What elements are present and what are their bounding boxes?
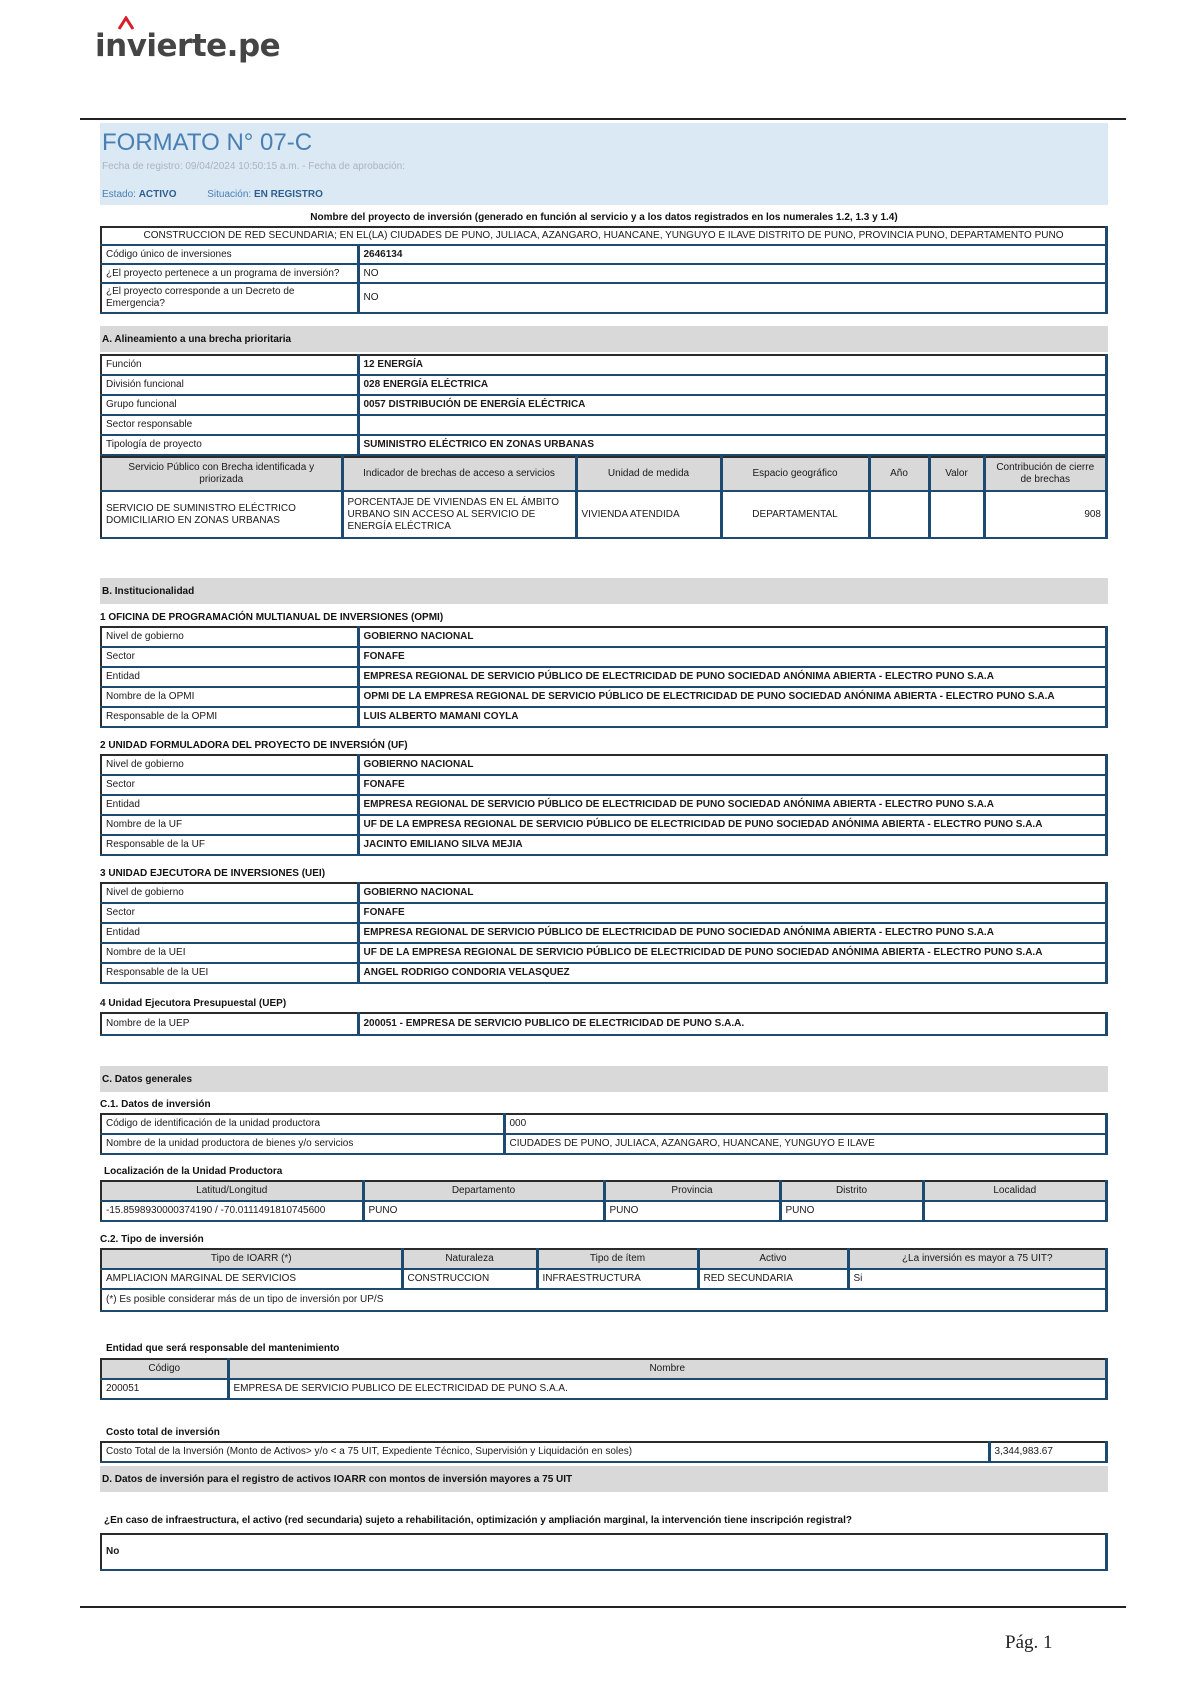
table-cell: 12 ENERGÍA bbox=[358, 355, 1107, 375]
table-cell: 028 ENERGÍA ELÉCTRICA bbox=[358, 375, 1107, 395]
table-cell: Sector responsable bbox=[101, 415, 358, 435]
uf-title: 2 UNIDAD FORMULADORA DEL PROYECTO DE INVERSIÓN (UF) bbox=[100, 740, 408, 751]
table-cell: LUIS ALBERTO MAMANI COYLA bbox=[358, 707, 1107, 727]
table-cell: PUNO bbox=[604, 1201, 780, 1221]
registral-answer-table bbox=[100, 1533, 1108, 1571]
brecha-table bbox=[100, 456, 1108, 539]
table-row bbox=[101, 1289, 1107, 1311]
table-cell: Entidad bbox=[101, 923, 358, 943]
table-cell: 2646134 bbox=[358, 245, 1107, 264]
table-cell: EMPRESA REGIONAL DE SERVICIO PÚBLICO DE ELECTRICIDAD DE PUNO SOCIEDAD ANÓNIMA ABIERTA - ELECTRO PUNO S.A.A bbox=[358, 667, 1107, 687]
table-row bbox=[101, 435, 1107, 455]
table-row bbox=[101, 923, 1107, 943]
table-row bbox=[101, 815, 1107, 835]
table-row bbox=[101, 1269, 1107, 1289]
table-row bbox=[101, 903, 1107, 923]
table-cell: Sector bbox=[101, 903, 358, 923]
table-cell: Departamento bbox=[363, 1181, 604, 1201]
table-cell: Año bbox=[869, 457, 929, 491]
uep-title: 4 Unidad Ejecutora Presupuestal (UEP) bbox=[100, 998, 287, 1009]
uep-table bbox=[100, 1012, 1108, 1036]
table-cell: ¿El proyecto pertenece a un programa de inversión? bbox=[101, 264, 358, 283]
table-row bbox=[101, 883, 1107, 903]
table-cell: Nivel de gobierno bbox=[101, 755, 358, 775]
uf-table bbox=[100, 754, 1108, 856]
table-row bbox=[101, 283, 1107, 313]
table-cell: Código de identificación de la unidad productora bbox=[101, 1114, 504, 1134]
table-cell: Distrito bbox=[780, 1181, 923, 1201]
location-title: Localización de la Unidad Productora bbox=[104, 1166, 283, 1177]
table-cell: GOBIERNO NACIONAL bbox=[358, 883, 1107, 903]
table-cell: 200051 - EMPRESA DE SERVICIO PUBLICO DE ELECTRICIDAD DE PUNO S.A.A. bbox=[358, 1013, 1107, 1035]
uei-title: 3 UNIDAD EJECUTORA DE INVERSIONES (UEI) bbox=[100, 868, 326, 879]
table-cell: CONSTRUCCION bbox=[402, 1269, 537, 1289]
table-cell: INFRAESTRUCTURA bbox=[537, 1269, 698, 1289]
section-a-band: A. Alineamiento a una brecha prioritaria bbox=[100, 326, 1108, 352]
cost-table bbox=[100, 1441, 1108, 1463]
table-row bbox=[101, 457, 1107, 491]
cost-title: Costo total de inversión bbox=[106, 1427, 220, 1438]
table-cell: ¿El proyecto corresponde a un Decreto de Emergencia? bbox=[101, 283, 358, 313]
c2-title: C.2. Tipo de inversión bbox=[100, 1234, 204, 1245]
table-cell: 200051 bbox=[101, 1379, 228, 1399]
table-row bbox=[101, 355, 1107, 375]
table-cell: Servicio Público con Brecha identificada y priorizada bbox=[101, 457, 342, 491]
table-row bbox=[101, 667, 1107, 687]
table-cell: 0057 DISTRIBUCIÓN DE ENERGÍA ELÉCTRICA bbox=[358, 395, 1107, 415]
table-row bbox=[101, 415, 1107, 435]
status-line: Estado: ACTIVO Situación: EN REGISTRO bbox=[102, 189, 323, 200]
table-row bbox=[101, 755, 1107, 775]
table-cell: CIUDADES DE PUNO, JULIACA, AZANGARO, HUANCANE, YUNGUYO E ILAVE bbox=[504, 1134, 1107, 1154]
table-cell: OPMI DE LA EMPRESA REGIONAL DE SERVICIO PÚBLICO DE ELECTRICIDAD DE PUNO SOCIEDAD ANÓNIMA ABIERTA - ELECTRO PUNO S.A.A bbox=[358, 687, 1107, 707]
registral-answer: No bbox=[101, 1534, 1107, 1570]
c2-table bbox=[100, 1248, 1108, 1312]
table-cell: Nombre de la unidad productora de bienes y/o servicios bbox=[101, 1134, 504, 1154]
table-cell: Nombre de la UEI bbox=[101, 943, 358, 963]
table-cell: ANGEL RODRIGO CONDORIA VELASQUEZ bbox=[358, 963, 1107, 983]
table-cell: PUNO bbox=[780, 1201, 923, 1221]
table-cell: UF DE LA EMPRESA REGIONAL DE SERVICIO PÚBLICO DE ELECTRICIDAD DE PUNO SOCIEDAD ANÓNIMA ABIERTA - ELECTRO PUNO S.A.A bbox=[358, 815, 1107, 835]
table-cell: Código bbox=[101, 1359, 228, 1379]
table-cell: Espacio geográfico bbox=[721, 457, 869, 491]
table-cell: Tipo de ítem bbox=[537, 1249, 698, 1269]
table-cell: -15.8598930000374190 / -70.0111491810745600 bbox=[101, 1201, 363, 1221]
table-cell: Código único de inversiones bbox=[101, 245, 358, 264]
table-cell: Activo bbox=[698, 1249, 848, 1269]
table-cell: 000 bbox=[504, 1114, 1107, 1134]
table-cell: JACINTO EMILIANO SILVA MEJIA bbox=[358, 835, 1107, 855]
table-cell: Sector bbox=[101, 647, 358, 667]
table-cell: Valor bbox=[929, 457, 984, 491]
table-cell: PUNO bbox=[363, 1201, 604, 1221]
table-row bbox=[101, 963, 1107, 983]
bottom-rule bbox=[80, 1606, 1126, 1608]
table-row bbox=[101, 647, 1107, 667]
table-row bbox=[101, 491, 1107, 538]
table-row bbox=[101, 395, 1107, 415]
table-row bbox=[101, 1114, 1107, 1134]
table-cell: Costo Total de la Inversión (Monto de Activos> y/o < a 75 UIT, Expediente Técnico, Supervisión y Liquidación en soles) bbox=[101, 1442, 989, 1462]
table-cell: Unidad de medida bbox=[576, 457, 721, 491]
table-cell: DEPARTAMENTAL bbox=[721, 491, 869, 538]
table-row bbox=[101, 1013, 1107, 1035]
section-b-band: B. Institucionalidad bbox=[100, 578, 1108, 604]
table-cell: EMPRESA REGIONAL DE SERVICIO PÚBLICO DE ELECTRICIDAD DE PUNO SOCIEDAD ANÓNIMA ABIERTA - ELECTRO PUNO S.A.A bbox=[358, 795, 1107, 815]
table-cell: Nombre de la OPMI bbox=[101, 687, 358, 707]
table-cell: ¿La inversión es mayor a 75 UIT? bbox=[848, 1249, 1107, 1269]
table-row bbox=[101, 835, 1107, 855]
table-cell: 908 bbox=[984, 491, 1107, 538]
table-cell: UF DE LA EMPRESA REGIONAL DE SERVICIO PÚBLICO DE ELECTRICIDAD DE PUNO SOCIEDAD ANÓNIMA ABIERTA - ELECTRO PUNO S.A.A bbox=[358, 943, 1107, 963]
table-cell: Función bbox=[101, 355, 358, 375]
table-cell: Naturaleza bbox=[402, 1249, 537, 1269]
table-row bbox=[101, 687, 1107, 707]
table-cell: SERVICIO DE SUMINISTRO ELÉCTRICO DOMICILIARIO EN ZONAS URBANAS bbox=[101, 491, 342, 538]
opmi-title: 1 OFICINA DE PROGRAMACIÓN MULTIANUAL DE INVERSIONES (OPMI) bbox=[100, 612, 444, 623]
c1-title: C.1. Datos de inversión bbox=[100, 1099, 211, 1110]
table-row bbox=[101, 775, 1107, 795]
table-cell: FONAFE bbox=[358, 903, 1107, 923]
table-cell: NO bbox=[358, 264, 1107, 283]
table-row bbox=[101, 1534, 1107, 1570]
top-rule bbox=[80, 118, 1126, 120]
logo-caret-icon bbox=[117, 16, 135, 30]
table-cell: SUMINISTRO ELÉCTRICO EN ZONAS URBANAS bbox=[358, 435, 1107, 455]
table-cell: Grupo funcional bbox=[101, 395, 358, 415]
table-cell: Responsable de la UEI bbox=[101, 963, 358, 983]
table-cell: RED SECUNDARIA bbox=[698, 1269, 848, 1289]
format-header bbox=[100, 123, 1108, 205]
table-row bbox=[101, 375, 1107, 395]
maintenance-title: Entidad que será responsable del mantenimiento bbox=[106, 1343, 340, 1354]
table-row bbox=[101, 227, 1107, 245]
table-cell bbox=[869, 491, 929, 538]
table-row bbox=[101, 1379, 1107, 1399]
opmi-table bbox=[100, 626, 1108, 728]
table-row bbox=[101, 1442, 1107, 1462]
table-cell bbox=[929, 491, 984, 538]
table-row bbox=[101, 1181, 1107, 1201]
table-cell: NO bbox=[358, 283, 1107, 313]
estado-value: ACTIVO bbox=[138, 189, 177, 200]
table-cell: Localidad bbox=[923, 1181, 1107, 1201]
table-cell: EMPRESA DE SERVICIO PUBLICO DE ELECTRICIDAD DE PUNO S.A.A. bbox=[228, 1379, 1107, 1399]
table-row bbox=[101, 1201, 1107, 1221]
table-cell: Entidad bbox=[101, 795, 358, 815]
table-cell: AMPLIACION MARGINAL DE SERVICIOS bbox=[101, 1269, 402, 1289]
table-cell: Latitud/Longitud bbox=[101, 1181, 363, 1201]
table-cell: Tipo de IOARR (*) bbox=[101, 1249, 402, 1269]
uei-table bbox=[100, 882, 1108, 984]
table-cell: Sector bbox=[101, 775, 358, 795]
section-c-band: C. Datos generales bbox=[100, 1066, 1108, 1092]
maintenance-table bbox=[100, 1358, 1108, 1400]
project-table bbox=[100, 226, 1108, 314]
table-row bbox=[101, 627, 1107, 647]
table-cell: Nivel de gobierno bbox=[101, 627, 358, 647]
table-cell: Nombre de la UEP bbox=[101, 1013, 358, 1035]
table-cell: Indicador de brechas de acceso a servicios bbox=[342, 457, 576, 491]
registral-question: ¿En caso de infraestructura, el activo (red secundaria) sujeto a rehabilitación, optimización y ampliación marginal, la intervención tiene inscripción registral? bbox=[104, 1515, 852, 1526]
project-name-caption: Nombre del proyecto de inversión (generado en función al servicio y a los datos registrados en los numerales 1.2, 1.3 y 1.4) bbox=[310, 212, 898, 223]
table-cell: VIVIENDA ATENDIDA bbox=[576, 491, 721, 538]
table-cell: División funcional bbox=[101, 375, 358, 395]
c1-table bbox=[100, 1113, 1108, 1155]
registration-meta: Fecha de registro: 09/04/2024 10:50:15 a.m. - Fecha de aprobación: bbox=[102, 161, 405, 172]
table-row bbox=[101, 1359, 1107, 1379]
table-cell: Entidad bbox=[101, 667, 358, 687]
section-d-band: D. Datos de inversión para el registro de activos IOARR con montos de inversión mayores a 75 UIT bbox=[100, 1466, 1108, 1492]
c2-note: (*) Es posible considerar más de un tipo de inversión por UP/S bbox=[101, 1289, 1107, 1311]
table-row bbox=[101, 707, 1107, 727]
table-row bbox=[101, 264, 1107, 283]
alignment-table bbox=[100, 354, 1108, 456]
table-row bbox=[101, 245, 1107, 264]
table-cell: Contribución de cierre de brechas bbox=[984, 457, 1107, 491]
table-cell: Provincia bbox=[604, 1181, 780, 1201]
format-title: FORMATO N° 07-C bbox=[102, 129, 313, 156]
table-row bbox=[101, 943, 1107, 963]
table-cell: Nivel de gobierno bbox=[101, 883, 358, 903]
table-cell: FONAFE bbox=[358, 647, 1107, 667]
table-cell: Responsable de la OPMI bbox=[101, 707, 358, 727]
situacion-value: EN REGISTRO bbox=[253, 189, 323, 200]
table-cell: FONAFE bbox=[358, 775, 1107, 795]
table-cell bbox=[358, 415, 1107, 435]
table-cell: EMPRESA REGIONAL DE SERVICIO PÚBLICO DE ELECTRICIDAD DE PUNO SOCIEDAD ANÓNIMA ABIERTA - ELECTRO PUNO S.A.A bbox=[358, 923, 1107, 943]
table-row bbox=[101, 1249, 1107, 1269]
total-cost: 3,344,983.67 bbox=[989, 1442, 1107, 1462]
table-cell: Si bbox=[848, 1269, 1107, 1289]
table-row bbox=[101, 795, 1107, 815]
table-cell: Nombre bbox=[228, 1359, 1107, 1379]
table-row bbox=[101, 1134, 1107, 1154]
table-cell: GOBIERNO NACIONAL bbox=[358, 627, 1107, 647]
location-table bbox=[100, 1180, 1108, 1222]
table-cell bbox=[923, 1201, 1107, 1221]
table-cell: GOBIERNO NACIONAL bbox=[358, 755, 1107, 775]
table-cell: PORCENTAJE DE VIVIENDAS EN EL ÁMBITO URBANO SIN ACCESO AL SERVICIO DE ENERGÍA ELÉCTRICA bbox=[342, 491, 576, 538]
page-number: Pág. 1 bbox=[1005, 1632, 1053, 1653]
table-cell: Tipología de proyecto bbox=[101, 435, 358, 455]
project-name: CONSTRUCCION DE RED SECUNDARIA; EN EL(LA) CIUDADES DE PUNO, JULIACA, AZANGARO, HUANCANE, YUNGUYO E ILAVE DISTRITO DE PUNO, PROVINCIA PUNO, DEPARTAMENTO PUNO bbox=[101, 227, 1107, 245]
table-cell: Responsable de la UF bbox=[101, 835, 358, 855]
table-cell: Nombre de la UF bbox=[101, 815, 358, 835]
invierte-logo: invierte.pe bbox=[95, 28, 280, 64]
